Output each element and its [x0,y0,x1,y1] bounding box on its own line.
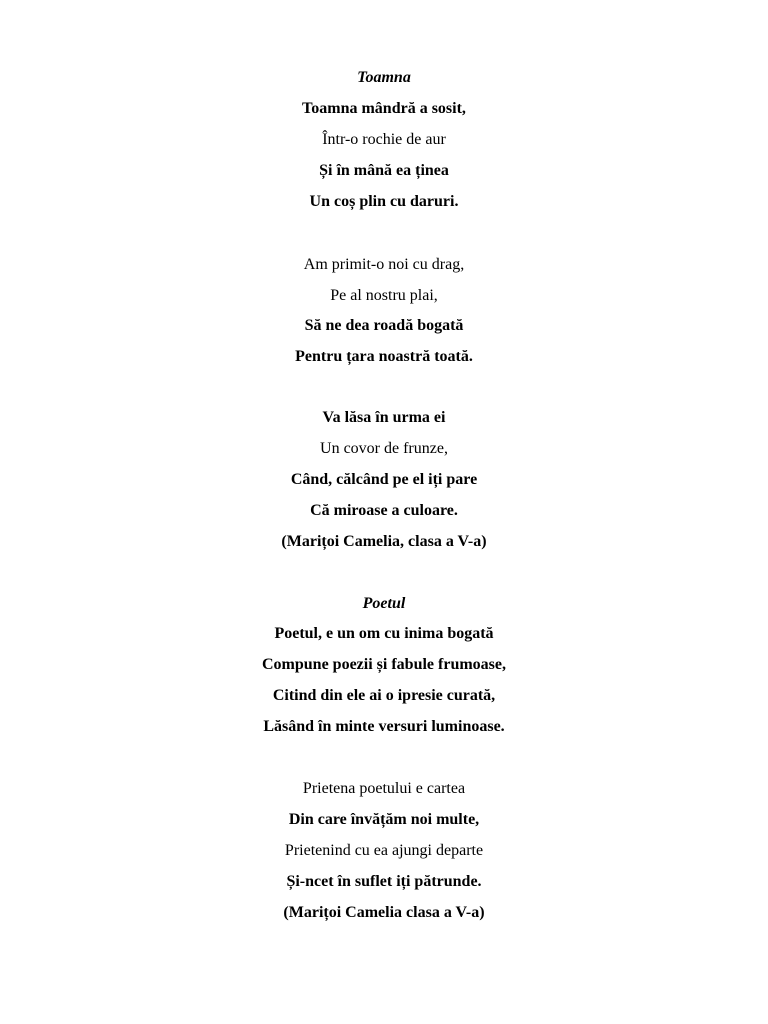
poem-line: Și în mână ea ținea [319,162,449,179]
poem-line: Când, călcând pe el iți pare [290,471,478,488]
poem-line: Că miroase a culoare. [310,502,458,519]
poem-line: Prietena poetului e cartea [302,780,466,797]
poem-line: Prietenind cu ea ajungi departe [284,842,484,859]
poem-line: Toamna mândră a sosit, [302,100,466,117]
poem-author: (Marițoi Camelia, clasa a V-a) [281,533,487,550]
poem-line: Poetul, e un om cu inima bogată [274,625,494,642]
poem-line: Compune poezii și fabule frumoase, [262,656,506,673]
poem-title: Toamna [357,69,411,86]
poem-line: Lăsând în minte versuri luminoase. [263,718,505,735]
poem-line: Să ne dea roadă bogată [304,317,464,334]
poem-title: Poetul [362,595,406,612]
poem-line: Din care învățăm noi multe, [288,811,480,828]
poem-line: Pe al nostru plai, [330,287,438,304]
poem-line: Va lăsa în urma ei [322,409,446,426]
poem-line: Am primit-o noi cu drag, [303,256,465,273]
poem-line: Pentru țara noastră toată. [295,348,473,365]
poem-line: Într-o rochie de aur [322,131,446,148]
poem-line: Și-ncet în suflet iți pătrunde. [286,873,482,890]
poem-line: Un covor de frunze, [320,440,448,457]
poem-author: (Marițoi Camelia clasa a V-a) [283,904,485,921]
poem-line: Un coș plin cu daruri. [309,193,459,210]
poem-line: Citind din ele ai o ipresie curată, [272,687,496,704]
